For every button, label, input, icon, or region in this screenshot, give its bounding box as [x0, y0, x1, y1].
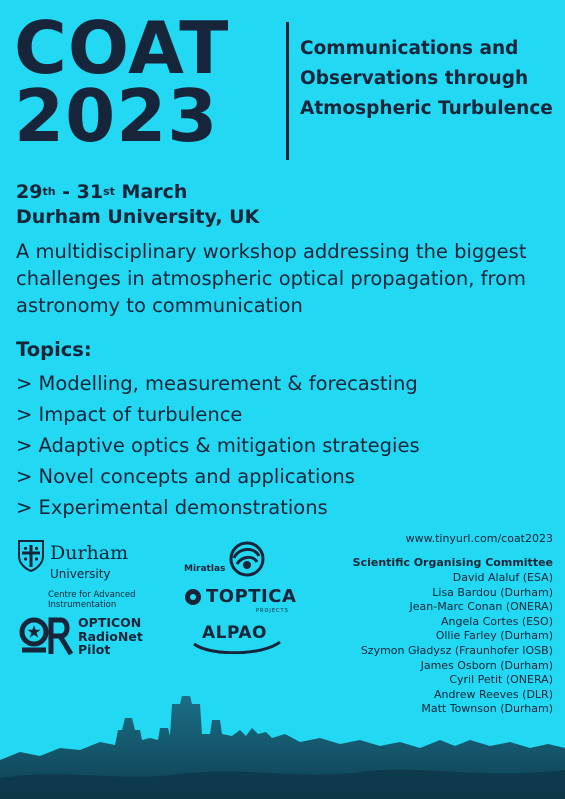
opticon-text: [78, 616, 143, 657]
committee-member: Szymon Gładysz (Fraunhofer IOSB): [360, 643, 553, 657]
opticon-line-2: RadioNet: [78, 628, 143, 644]
alpao-text: ALPAO: [202, 623, 267, 643]
topics-list: [16, 368, 420, 523]
committee-member: Angela Cortes (ESO): [441, 614, 553, 628]
committee-member: David Alaluf (ESA): [452, 571, 553, 584]
venue: Durham University, UK: [16, 206, 260, 228]
end-day: 31: [76, 181, 104, 203]
opticon-line-3: Pilot: [78, 642, 111, 657]
event-dates: [16, 180, 259, 230]
opticon-mark-icon: [18, 614, 74, 658]
date-range: [16, 180, 259, 205]
start-day: 29: [16, 181, 43, 203]
committee-member: James Osborn (Durham): [420, 658, 553, 672]
durham-name: Durham: [50, 542, 129, 564]
miratlas-text: Miratlas: [184, 564, 226, 574]
committee-member: Matt Townson (Durham): [421, 702, 553, 716]
toptica-dot-icon: [184, 588, 202, 606]
topic-item: > Modelling, measurement & forecasting: [16, 372, 418, 395]
durham-skyline-image: [0, 687, 565, 799]
opticon-line-1: OPTICON: [78, 615, 142, 630]
committee-member: Ollie Farley (Durham): [435, 629, 553, 643]
month: March: [114, 181, 188, 203]
event-title: [14, 6, 230, 158]
committee-member: Cyril Petit (ONERA): [449, 673, 553, 687]
event-subtitle: Communications and Observations through Atmospheric Turbulence: [300, 38, 553, 119]
miratlas-swirl-icon: [228, 540, 266, 578]
durham-shield-icon: [18, 540, 44, 572]
topic-item: > Novel concepts and applications: [16, 465, 355, 488]
committee-member: Jean-Marc Conan (ONERA): [409, 600, 553, 614]
miratlas-logo: [184, 540, 268, 580]
alpao-logo: [192, 620, 282, 654]
toptica-text: TOPTICA: [206, 586, 297, 607]
committee-member: Lisa Bardou (Durham): [432, 585, 553, 599]
end-suffix: st: [103, 185, 115, 198]
title-divider: [286, 22, 289, 160]
topic-item: > Impact of turbulence: [16, 403, 243, 426]
topics-heading: Topics:: [16, 338, 92, 361]
committee-member: Andrew Reeves (DLR): [433, 687, 553, 701]
durham-centre: Centre for Advanced Instrumentation: [48, 590, 136, 610]
date-separator: -: [55, 181, 77, 203]
committee-heading: Scientific Organising Committee: [352, 556, 553, 569]
durham-university: University: [50, 567, 111, 581]
title-line-2: 2023: [14, 74, 219, 158]
title-line-1: COAT: [14, 6, 230, 90]
start-suffix: th: [42, 185, 56, 198]
topic-item: > Experimental demonstrations: [16, 496, 328, 519]
intro-text: A multidisciplinary workshop addressing the biggest challenges in atmospheric optical propagation, from astronomy to communication: [16, 240, 527, 317]
event-url[interactable]: www.tinyurl.com/coat2023: [405, 532, 553, 545]
toptica-sub: PROJECTS: [256, 608, 289, 614]
topic-item: > Adaptive optics & mitigation strategies: [16, 434, 420, 457]
